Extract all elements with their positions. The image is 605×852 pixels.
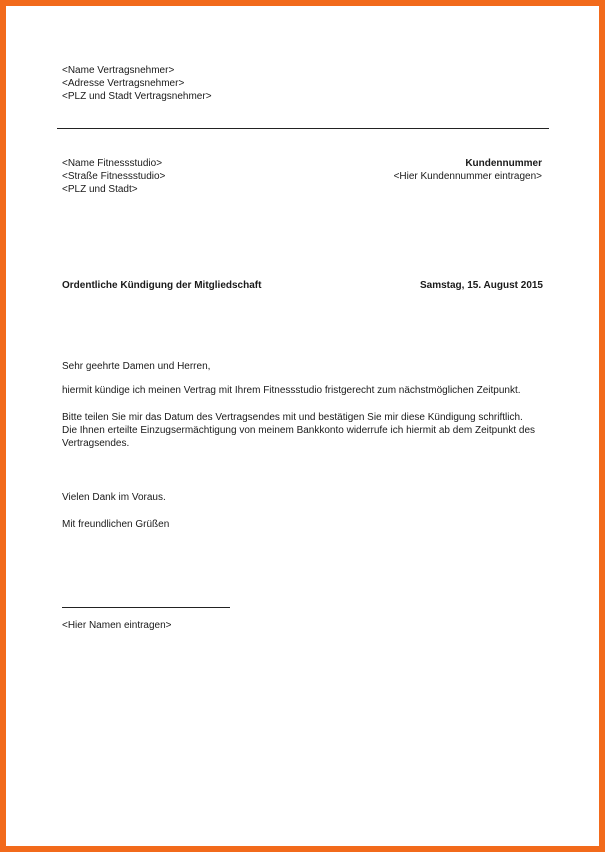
sender-name: <Name Vertragsnehmer>	[62, 65, 175, 76]
letter-subject: Ordentliche Kündigung der Mitgliedschaft	[62, 280, 262, 291]
header-divider	[57, 128, 549, 129]
recipient-name: <Name Fitnessstudio>	[62, 158, 163, 169]
recipient-city: <PLZ und Stadt>	[62, 184, 138, 195]
customer-number-placeholder: <Hier Kundennummer eintragen>	[393, 171, 542, 182]
customer-number-label: Kundennummer	[465, 158, 542, 169]
recipient-street: <Straße Fitnessstudio>	[62, 171, 166, 182]
body-paragraph-2-line: Bitte teilen Sie mir das Datum des Vertragsendes mit und bestätigen Sie mir diese Kündigung schriftlich.	[62, 412, 523, 423]
letter-date: Samstag, 15. August 2015	[419, 280, 543, 291]
closing-regards: Mit freundlichen Grüßen	[62, 519, 170, 530]
body-paragraph-2-line: Die Ihnen erteilte Einzugsermächtigung von meinem Bankkonto widerrufe ich hiermit ab dem Zeitpunkt des	[62, 425, 536, 436]
closing-thanks: Vielen Dank im Voraus.	[62, 492, 166, 503]
body-paragraph-2	[62, 411, 535, 450]
signature-line	[62, 607, 230, 608]
salutation: Sehr geehrte Damen und Herren,	[62, 361, 211, 372]
signature-name-placeholder: <Hier Namen eintragen>	[62, 620, 172, 631]
sender-street: <Adresse Vertragsnehmer>	[62, 78, 185, 89]
body-paragraph-2-line: Vertragsendes.	[62, 438, 130, 449]
sender-city: <PLZ und Stadt Vertragsnehmer>	[62, 91, 212, 102]
sender-address	[62, 64, 212, 103]
recipient-address	[62, 157, 165, 196]
customer-number-block	[394, 157, 542, 183]
body-paragraph-1: hiermit kündige ich meinen Vertrag mit Ihrem Fitnessstudio fristgerecht zum nächstmöglichen Zeitpunkt.	[62, 385, 521, 396]
